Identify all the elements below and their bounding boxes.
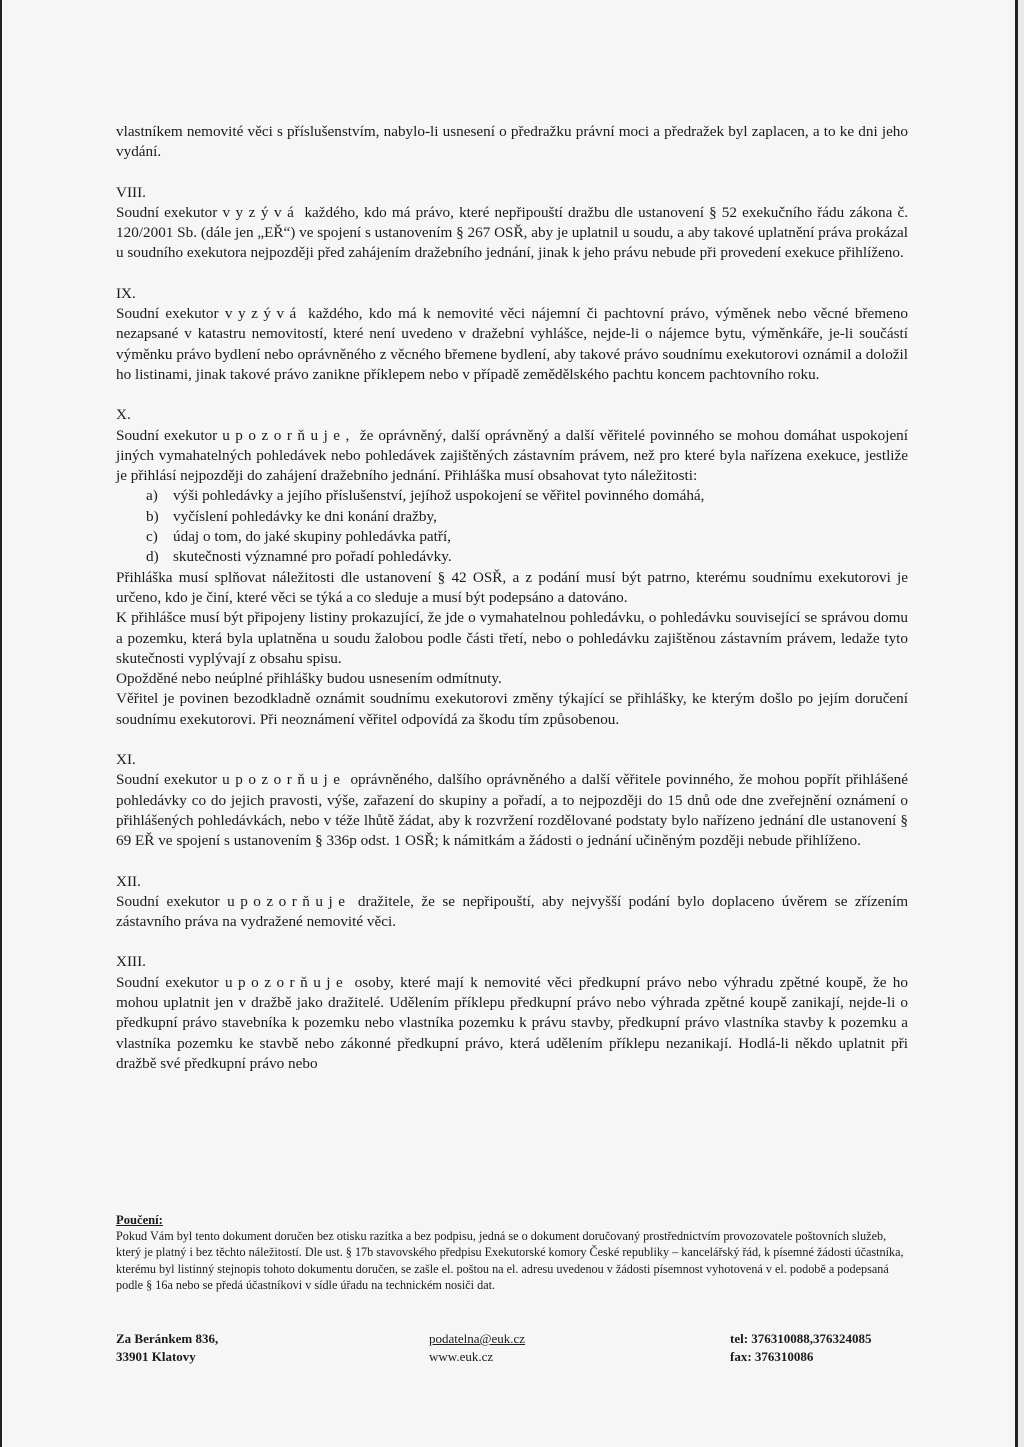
notice-block xyxy=(116,1212,908,1293)
section-text: Soudní exekutor upozorňuje dražitele, že se nepřipouští, aby nejvyšší podání bylo doplaceno úvěrem se zřízením zástavního práva na vydražené nemovité věci. xyxy=(116,892,909,931)
document-body xyxy=(116,122,908,1074)
section-paragraph: K přihlášce musí být připojeny listiny prokazující, že jde o vymahatelnou pohledávku, o pohledávku související se správou domu a pozemku, která byla uplatněna u soudu žalobou podle části třetí, nebo o pohledávku zajištěnou zástavním právem, ledaže tyto skutečnosti vyplývají z obsahu spisu. xyxy=(116,609,908,667)
section-text: Soudní exekutor upozorňuje, že oprávněný, další oprávněný a další věřitelé povinného se mohou domáhat uspokojení jiných vymahatelných pohledávek nebo pohledávek zajištěných zástavním právem, než pro které byla nařízena exekuce, jestliže je přihlásí nejpozději do zahájení dražebního jednání. Přihláška musí obsahovat tyto náležitosti: xyxy=(116,426,908,485)
section-text: Soudní exekutor upozorňuje osoby, které mají k nemovité věci předkupní právo nebo výhradu zpětné koupě, že ho mohou uplatnit jen v dražbě jako dražitelé. Udělením příklepu předkupní právo nebo výhrada zpětné koupě zanikají, nejde-li o předkupní právo stavebníka k pozemku nebo vlastníka pozemku k právu stavby, předkupní právo vlastníka stavby k pozemku a vlastníka pozemku ke stavbě nebo zákonné předkupní právo, která udělením příklepu nezanikají. Hodlá-li někdo uplatnit při dražbě své předkupní právo nebo xyxy=(116,973,908,1072)
notice-text: Pokud Vám byl tento dokument doručen bez otisku razítka a bez podpisu, jedná se o dokument doručovaný prostřednictvím provozovatele poštovních služeb, který je platný i bez těchto náležitostí. Dle ust. § 17b stavovského předpisu Exekutorské komory České republiky – kancelářský řád, k písemné žádosti účastníka, kterému byl listinný stejnopis tohoto dokumentu doručen, se zašle el. poštou na el. adresu uvedenou v žádosti písemnost vyhotovená v el. podobě a podepsaná podle § 16a nebo se předá účastníkovi v sídle úřadu na technickém nosiči dat. xyxy=(116,1229,904,1292)
section-xii xyxy=(116,872,908,933)
section-text: Soudní exekutor vyzývá každého, kdo má k nemovité věci nájemní či pachtovní právo, výměnek nebo věcné břemeno nezapsané v katastru nemovitostí, které není uvedeno v dražební vyhlášce, nejde-li o nájemce bytu, výměnkáře, je-li součástí výměnku právo bydlení nebo oprávněného z věcného břemene bydlení, aby takové právo soudnímu exekutorovi oznámil a doložil ho listinami, jinak takové právo zanikne příklepem nebo v případě zemědělského pachtu koncem pachtovního roku. xyxy=(116,305,908,383)
list-item: a) výši pohledávky a jejího příslušenství, jejíhož uspokojení se věřitel povinného domáhá, xyxy=(146,487,705,505)
section-number: XII. xyxy=(116,872,141,890)
section-paragraph: Opožděné nebo neúplné přihlášky budou usnesením odmítnuty. xyxy=(116,670,502,688)
section-number: VIII. xyxy=(116,183,146,201)
section-xiii xyxy=(116,952,908,1074)
section-number: XIII. xyxy=(116,953,146,971)
section-x xyxy=(116,405,908,730)
footer-street: Za Beránkem 836, xyxy=(116,1331,219,1346)
list-item: b) vyčíslení pohledávky ke dni konání dražby, xyxy=(146,507,437,525)
section-number: X. xyxy=(116,406,131,424)
section-ix xyxy=(116,284,908,385)
footer-tel: tel: 376310088,376324085 xyxy=(730,1331,872,1346)
section-xi xyxy=(116,750,908,851)
intro-paragraph: vlastníkem nemovité věci s příslušenstvím, nabylo-li usnesení o předražku právní moci a předražek byl zaplacen, a to ke dni jeho vydání. xyxy=(116,123,908,161)
requirements-list xyxy=(116,486,908,567)
section-paragraph: Věřitel je povinen bezodkladně oznámit soudnímu exekutorovi změny týkající se přihlášky, ke kterým došlo po jejím doručení soudnímu exekutorovi. Při neoznámení věřitel odpovídá za škodu tím způsobenou. xyxy=(116,690,908,728)
section-text: Soudní exekutor vyzývá každého, kdo má právo, které nepřipouští dražbu dle ustanovení § 52 exekučního řádu zákona č. 120/2001 Sb. (dále jen „EŘ“) ve spojení s ustanovením § 267 OSŘ, aby je uplatnil u soudu, a aby takové uplatnění práva prokázal u soudního exekutora nejpozději před zahájením dražebního jednání, jinak k jeho právu nebude při provedení exekuce přihlíženo. xyxy=(116,203,909,262)
footer-web-link[interactable]: www.euk.cz xyxy=(429,1349,494,1364)
section-number: IX. xyxy=(116,284,136,302)
notice-title: Poučení: xyxy=(116,1213,163,1227)
footer-contact xyxy=(429,1330,525,1366)
footer-phone xyxy=(730,1330,872,1366)
footer-address xyxy=(116,1330,218,1366)
list-item: c) údaj o tom, do jaké skupiny pohledávka patří, xyxy=(146,528,451,546)
footer-email-link[interactable]: podatelna@euk.cz xyxy=(429,1331,526,1346)
footer-city: 33901 Klatovy xyxy=(116,1349,196,1364)
section-viii xyxy=(116,183,908,264)
footer-fax: fax: 376310086 xyxy=(730,1349,814,1364)
section-text: Soudní exekutor upozorňuje oprávněného, dalšího oprávněného a další věřitele povinného, že mohou popřít přihlášené pohledávky co do jejich pravosti, výše, zařazení do skupiny a pořadí, a to nejpozději do 15 dnů ode dne zveřejnění oznámení o přihlášených pohledávkách, nebo v téže lhůtě žádat, aby k rozvržení rozdělované podstaty bylo nařízeno jednání dle ustanovení § 69 EŘ ve spojení s ustanovením § 336p odst. 1 OSŘ; k námitkám a žádosti o jednání učiněným později nebude přihlíženo. xyxy=(116,771,908,850)
section-number: XI. xyxy=(116,751,136,769)
list-item: d) skutečnosti významné pro pořadí pohledávky. xyxy=(146,548,452,566)
section-paragraph: Přihláška musí splňovat náležitosti dle ustanovení § 42 OSŘ, a z podání musí být patrno, kterému soudnímu exekutorovi je určeno, kdo je činí, které věci se týká a co sleduje a musí být podepsáno a datováno. xyxy=(116,568,908,606)
